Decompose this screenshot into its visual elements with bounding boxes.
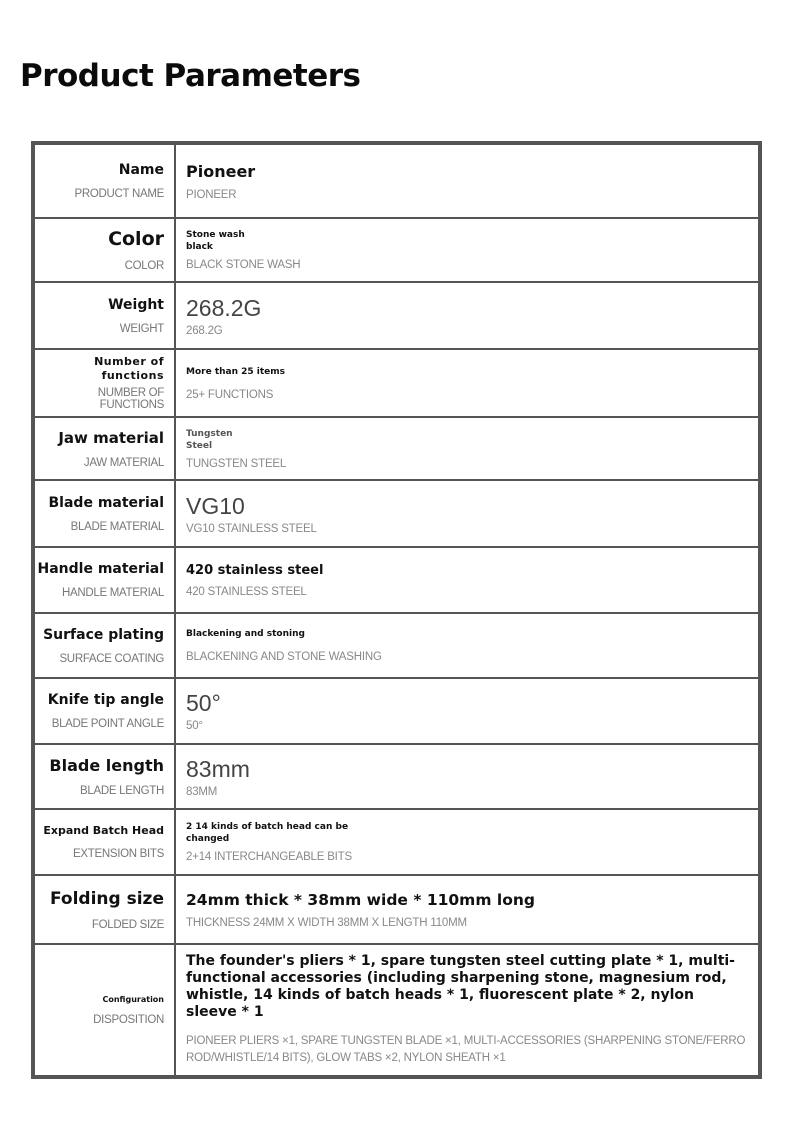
table-row-configuration [35, 945, 758, 1075]
row-label-cell [35, 145, 176, 217]
row-value-cell [176, 945, 758, 1075]
param-value-en: PIONEER [186, 188, 237, 201]
row-value-cell [176, 876, 758, 943]
table-row-extension-bits [35, 810, 758, 876]
row-value-cell [176, 283, 758, 348]
param-value-en: 25+ FUNCTIONS [186, 388, 274, 401]
param-value: Pioneer [186, 161, 256, 181]
row-value-cell [176, 548, 758, 612]
row-value-cell [176, 745, 758, 808]
param-value-line1: Stone wash [186, 230, 245, 240]
param-value-en: VG10 STAINLESS STEEL [186, 522, 317, 535]
param-value-en: 83MM [186, 785, 218, 798]
row-label-cell [35, 876, 176, 943]
page-title: Product Parameters [20, 58, 361, 94]
param-label: Knife tip angle [47, 692, 164, 708]
table-row-handle-material [35, 548, 758, 614]
row-label-cell [35, 418, 176, 479]
param-value-line1: 2 14 kinds of batch head can be [186, 822, 349, 832]
param-label: Jaw material [58, 428, 164, 447]
param-label-en: NUMBER OF FUNCTIONS [97, 387, 164, 411]
table-row-jaw-material [35, 418, 758, 481]
param-label: Folding size [50, 888, 164, 909]
row-label-cell [35, 614, 176, 677]
row-label-cell [35, 481, 176, 546]
param-value-en: 2+14 INTERCHANGEABLE BITS [186, 851, 352, 863]
param-label: Surface plating [43, 626, 164, 643]
table-row-tip-angle [35, 679, 758, 745]
param-label-en: BLADE LENGTH [80, 785, 164, 797]
param-label-en: WEIGHT [119, 322, 164, 335]
param-value: 420 stainless steel [186, 562, 324, 578]
param-label-en: HANDLE MATERIAL [61, 587, 164, 599]
row-label-cell [35, 945, 176, 1075]
param-label-line2: functions [101, 369, 164, 382]
param-label-en: BLADE POINT ANGLE [51, 718, 164, 730]
param-label: Weight [108, 296, 164, 313]
param-value: Blackening and stoning [186, 629, 305, 639]
table-row-weight [35, 283, 758, 350]
param-value: 24mm thick * 38mm wide * 110mm long [186, 890, 535, 909]
row-value-cell [176, 418, 758, 479]
param-value-en: BLACK STONE WASH [186, 259, 301, 271]
param-label-en: EXTENSION BITS [72, 848, 164, 860]
row-label-cell [35, 548, 176, 612]
param-value-en: TUNGSTEN STEEL [186, 457, 287, 470]
param-value-line2: changed [186, 834, 230, 844]
param-label: Expand Batch Head [43, 824, 164, 837]
row-label-cell [35, 350, 176, 416]
param-label: Blade material [48, 494, 164, 511]
param-label-en: PRODUCT NAME [74, 188, 164, 200]
param-label-line1: Number of [94, 355, 164, 368]
param-value-en: THICKNESS 24MM X WIDTH 38MM X LENGTH 110MM [186, 916, 467, 929]
param-label-en: DISPOSITION [93, 1013, 164, 1026]
param-value-line2: Steel [186, 440, 213, 451]
table-row-surface-plating [35, 614, 758, 679]
param-value-en: 420 STAINLESS STEEL [186, 585, 307, 598]
row-label-cell [35, 283, 176, 348]
param-value-line2: black [186, 242, 213, 252]
param-label: Color [108, 228, 164, 250]
param-label-en: BLADE MATERIAL [70, 520, 164, 533]
row-value-cell [176, 481, 758, 546]
row-value-cell [176, 219, 758, 281]
param-value: 268.2G [186, 294, 262, 321]
param-label-en: COLOR [124, 260, 164, 272]
row-label-cell [35, 810, 176, 874]
param-value: 83mm [186, 755, 250, 782]
param-value-en: PIONEER PLIERS ×1, SPARE TUNGSTEN BLADE ×1, MULTI-ACCESSORIES (SHARPENING STONE/FERRO ROD/WHISTLE/14 BITS), GLOW TABS ×2, NYLON SHEATH ×1 [186, 1035, 746, 1064]
param-label-en: FOLDED SIZE [91, 918, 164, 931]
row-label-cell [35, 219, 176, 281]
param-label-en: SURFACE COATING [59, 652, 164, 665]
param-value-en: 268.2G [186, 324, 223, 337]
param-value-en: BLACKENING AND STONE WASHING [186, 651, 382, 663]
param-label: Blade length [49, 756, 164, 775]
table-row-functions [35, 350, 758, 418]
row-label-cell [35, 745, 176, 808]
row-value-cell [176, 810, 758, 874]
table-row-folding-size [35, 876, 758, 945]
row-value-cell [176, 614, 758, 677]
param-value: VG10 [186, 492, 245, 519]
table-row-color [35, 219, 758, 283]
row-value-cell [176, 350, 758, 416]
param-value-line1: Tungsten [186, 428, 233, 439]
row-label-cell [35, 679, 176, 743]
param-value-en: 50° [186, 720, 203, 732]
param-label: Configuration [102, 994, 164, 1004]
table-row-blade-length [35, 745, 758, 810]
param-value: More than 25 items [186, 366, 286, 377]
table-row-name [35, 145, 758, 219]
param-label-en: JAW MATERIAL [83, 456, 164, 469]
parameters-table [31, 141, 762, 1079]
row-value-cell [176, 679, 758, 743]
param-label: Name [118, 162, 164, 178]
table-row-blade-material [35, 481, 758, 548]
row-value-cell [176, 145, 758, 217]
param-label: Handle material [37, 561, 164, 577]
param-value: The founder's pliers * 1, spare tungsten steel cutting plate * 1, multi-functional accessories (including sharpening stone, magnesium rod, whistle, 14 kinds of batch heads * 1, fluorescent plate * 2, nylon sleeve * 1 [186, 953, 735, 1020]
param-value: 50° [186, 690, 221, 716]
